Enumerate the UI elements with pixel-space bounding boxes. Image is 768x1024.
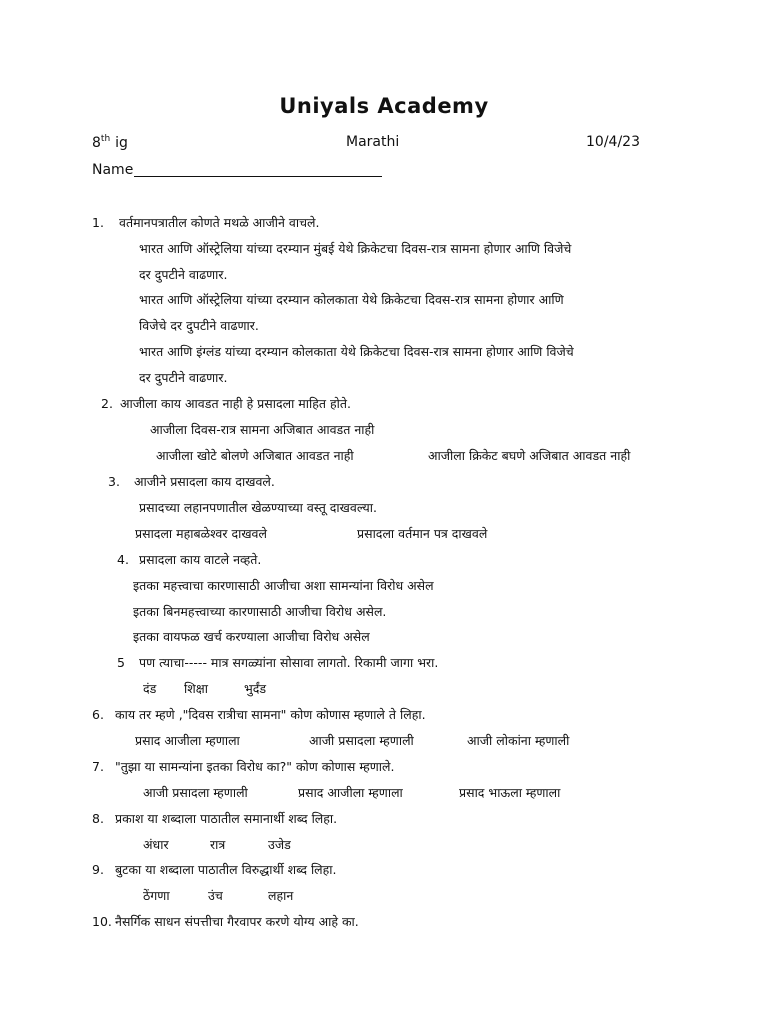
option-text: विजेचे दर दुपटीने वाढणार.: [139, 318, 259, 333]
option-text: भारत आणि ऑस्ट्रेलिया यांच्या दरम्यान कोलकाता येथे क्रिकेटचा दिवस-रात्र सामना होणार आणि: [139, 292, 564, 307]
option-text: भुर्दंड: [244, 681, 267, 696]
question-text: बुटका या शब्दाला पाठातील विरुद्धार्थी शब्द लिहा.: [115, 862, 337, 877]
option-text: दर दुपटीने वाढणार.: [139, 370, 228, 385]
question-text: प्रकाश या शब्दाला पाठातील समानार्थी शब्द लिहा.: [115, 811, 338, 826]
option-text: शिक्षा: [184, 681, 208, 696]
option-text: इतका बिनमहत्त्वाच्या कारणासाठी आजीचा विरोध असेल.: [133, 604, 387, 619]
question-text: आजीने प्रसादला काय दाखवले.: [134, 474, 275, 489]
option-text: इतका वायफळ खर्च करण्याला आजीचा विरोध असेल: [133, 629, 370, 644]
option-text: आजीला क्रिकेट बघणे अजिबात आवडत नाही: [428, 448, 631, 463]
option-text: प्रसाद आजीला म्हणाला: [135, 733, 240, 748]
question-number: 4.: [117, 552, 129, 567]
option-text: दंड: [143, 681, 157, 696]
option-text: आजीला दिवस-रात्र सामना अजिबात आवडत नाही: [150, 422, 375, 437]
option-text: अंधार: [143, 837, 169, 852]
grade-number: 8: [92, 135, 101, 151]
option-text: इतका महत्त्वाचा कारणासाठी आजीचा अशा सामन्यांना विरोध असेल: [133, 578, 434, 593]
subject-label: Marathi: [346, 134, 400, 150]
question-number: 2.: [101, 396, 113, 411]
name-label: Name: [92, 162, 134, 178]
question-text: काय तर म्हणे ,"दिवस रात्रीचा सामना" कोण कोणास म्हणाले ते लिहा.: [115, 707, 426, 722]
option-text: आजी लोकांना म्हणाली: [467, 733, 570, 748]
grade-superscript: th: [100, 134, 111, 144]
question-text: वर्तमानपत्रातील कोणते मथळे आजीने वाचले.: [119, 215, 320, 230]
page-title: Uniyals Academy: [279, 94, 489, 118]
name-field[interactable]: [92, 163, 382, 177]
option-text: आजी प्रसादला म्हणाली: [309, 733, 414, 748]
grade-suffix: ig: [115, 135, 128, 151]
question-number: 3.: [108, 474, 120, 489]
option-text: प्रसादला महाबळेश्वर दाखवले: [135, 526, 267, 541]
option-text: लहान: [268, 888, 294, 903]
option-text: उजेड: [268, 837, 291, 852]
question-text: पण त्याचा----- मात्र सगळ्यांना सोसावा लागतो. रिकामी जागा भरा.: [139, 655, 439, 670]
date-label: 10/4/23: [586, 134, 640, 150]
question-text: "तुझा या सामन्यांना इतका विरोध का?" कोण कोणास म्हणाले.: [115, 759, 395, 774]
option-text: भारत आणि इंग्लंड यांच्या दरम्यान कोलकाता येथे क्रिकेटचा दिवस-रात्र सामना होणार आणि विजेचे: [139, 344, 574, 359]
question-number: 10.: [92, 914, 112, 929]
option-text: प्रसाद आजीला म्हणाला: [298, 785, 403, 800]
question-text: नैसर्गिक साधन संपत्तीचा गैरवापर करणे योग्य आहे का.: [115, 914, 359, 929]
option-text: रात्र: [210, 837, 226, 852]
question-text: आजीला काय आवडत नाही हे प्रसादला माहित होते.: [120, 396, 351, 411]
question-text: प्रसादला काय वाटले नव्हते.: [139, 552, 262, 567]
option-text: आजी प्रसादला म्हणाली: [143, 785, 248, 800]
option-text: उंच: [208, 888, 223, 903]
option-text: ठेंगणा: [143, 888, 170, 903]
option-text: आजीला खोटे बोलणे अजिबात आवडत नाही: [156, 448, 354, 463]
question-number: 1.: [92, 215, 104, 230]
question-number: 7.: [92, 759, 104, 774]
question-number: 8.: [92, 811, 104, 826]
grade-label: [92, 135, 128, 150]
option-text: प्रसाद भाऊला म्हणाला: [459, 785, 561, 800]
option-text: प्रसादला वर्तमान पत्र दाखवले: [357, 526, 488, 541]
option-text: प्रसादच्या लहानपणातील खेळण्याच्या वस्तू दाखवल्या.: [139, 500, 378, 515]
question-number: 5: [117, 655, 125, 670]
option-text: भारत आणि ऑस्ट्रेलिया यांच्या दरम्यान मुंबई येथे क्रिकेटचा दिवस-रात्र सामना होणार आणि विजेचे: [139, 241, 572, 256]
question-number: 6.: [92, 707, 104, 722]
question-number: 9.: [92, 862, 104, 877]
name-blank-line[interactable]: [134, 164, 382, 177]
option-text: दर दुपटीने वाढणार.: [139, 267, 228, 282]
